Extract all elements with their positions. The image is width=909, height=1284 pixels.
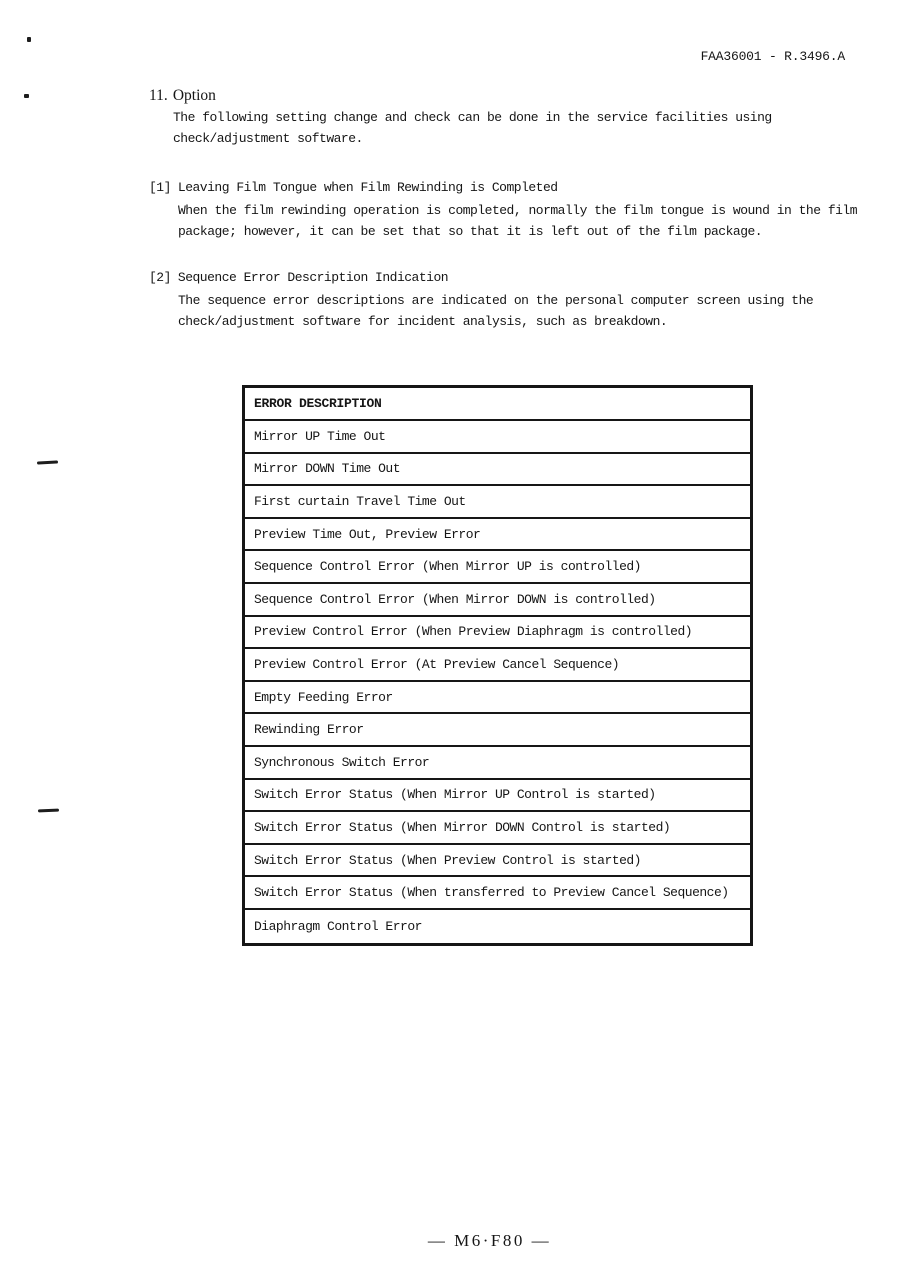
section-title: Option — [172, 87, 216, 104]
table-header-cell: ERROR DESCRIPTION — [245, 388, 750, 421]
body-line: check/adjustment software for incident analysis, such as breakdown. — [178, 313, 668, 329]
table-row: Preview Control Error (When Preview Diaphragm is controlled) — [245, 617, 750, 650]
table-row: Switch Error Status (When Mirror DOWN Control is started) — [245, 812, 750, 845]
list-item-1 — [149, 178, 857, 242]
table-row: Switch Error Status (When Mirror UP Control is started) — [245, 780, 750, 813]
body-line: The sequence error descriptions are indicated on the personal computer screen using the — [178, 292, 814, 308]
table-row: Preview Time Out, Preview Error — [245, 519, 750, 552]
section-intro — [173, 108, 772, 149]
table-row: Preview Control Error (At Preview Cancel Sequence) — [245, 649, 750, 682]
table-row: Synchronous Switch Error — [245, 747, 750, 780]
error-description-table — [242, 385, 753, 946]
table-row: Sequence Control Error (When Mirror DOWN is controlled) — [245, 584, 750, 617]
list-item-2 — [149, 268, 813, 332]
table-row: Switch Error Status (When Preview Control is started) — [245, 845, 750, 878]
intro-line: check/adjustment software. — [173, 130, 363, 146]
item-body — [178, 201, 857, 243]
item-title: Sequence Error Description Indication — [177, 270, 449, 285]
scan-speck — [24, 94, 29, 98]
item-title-row — [149, 178, 857, 199]
table-row: Diaphragm Control Error — [254, 918, 422, 934]
table-row: Switch Error Status (When transferred to Preview Cancel Sequence) — [245, 877, 750, 910]
body-line: package; however, it can be set that so that it is left out of the film package. — [178, 223, 763, 239]
document-number: FAA36001 - R.3496.A — [700, 49, 845, 64]
page-footer — [0, 1231, 909, 1251]
margin-mark — [37, 460, 58, 464]
item-number: [2] — [149, 270, 171, 285]
section-number: 11. — [149, 87, 168, 104]
table-row: First curtain Travel Time Out — [245, 486, 750, 519]
item-body — [178, 291, 813, 333]
table-row: Rewinding Error — [245, 714, 750, 747]
table-row: Mirror DOWN Time Out — [245, 454, 750, 487]
item-number: [1] — [149, 180, 171, 195]
table-row: Sequence Control Error (When Mirror UP is controlled) — [245, 551, 750, 584]
intro-line: The following setting change and check can be done in the service facilities using — [173, 110, 772, 125]
scan-speck — [27, 37, 31, 42]
table-row: Empty Feeding Error — [245, 682, 750, 715]
body-line: When the film rewinding operation is completed, normally the film tongue is wound in the film — [178, 202, 858, 218]
margin-mark — [38, 809, 59, 813]
table-row: Mirror UP Time Out — [245, 421, 750, 454]
section-heading — [149, 87, 216, 105]
item-title-row — [149, 268, 813, 289]
page-number: — M6·F80 — — [427, 1231, 552, 1250]
item-title: Leaving Film Tongue when Film Rewinding is Completed — [177, 180, 558, 195]
